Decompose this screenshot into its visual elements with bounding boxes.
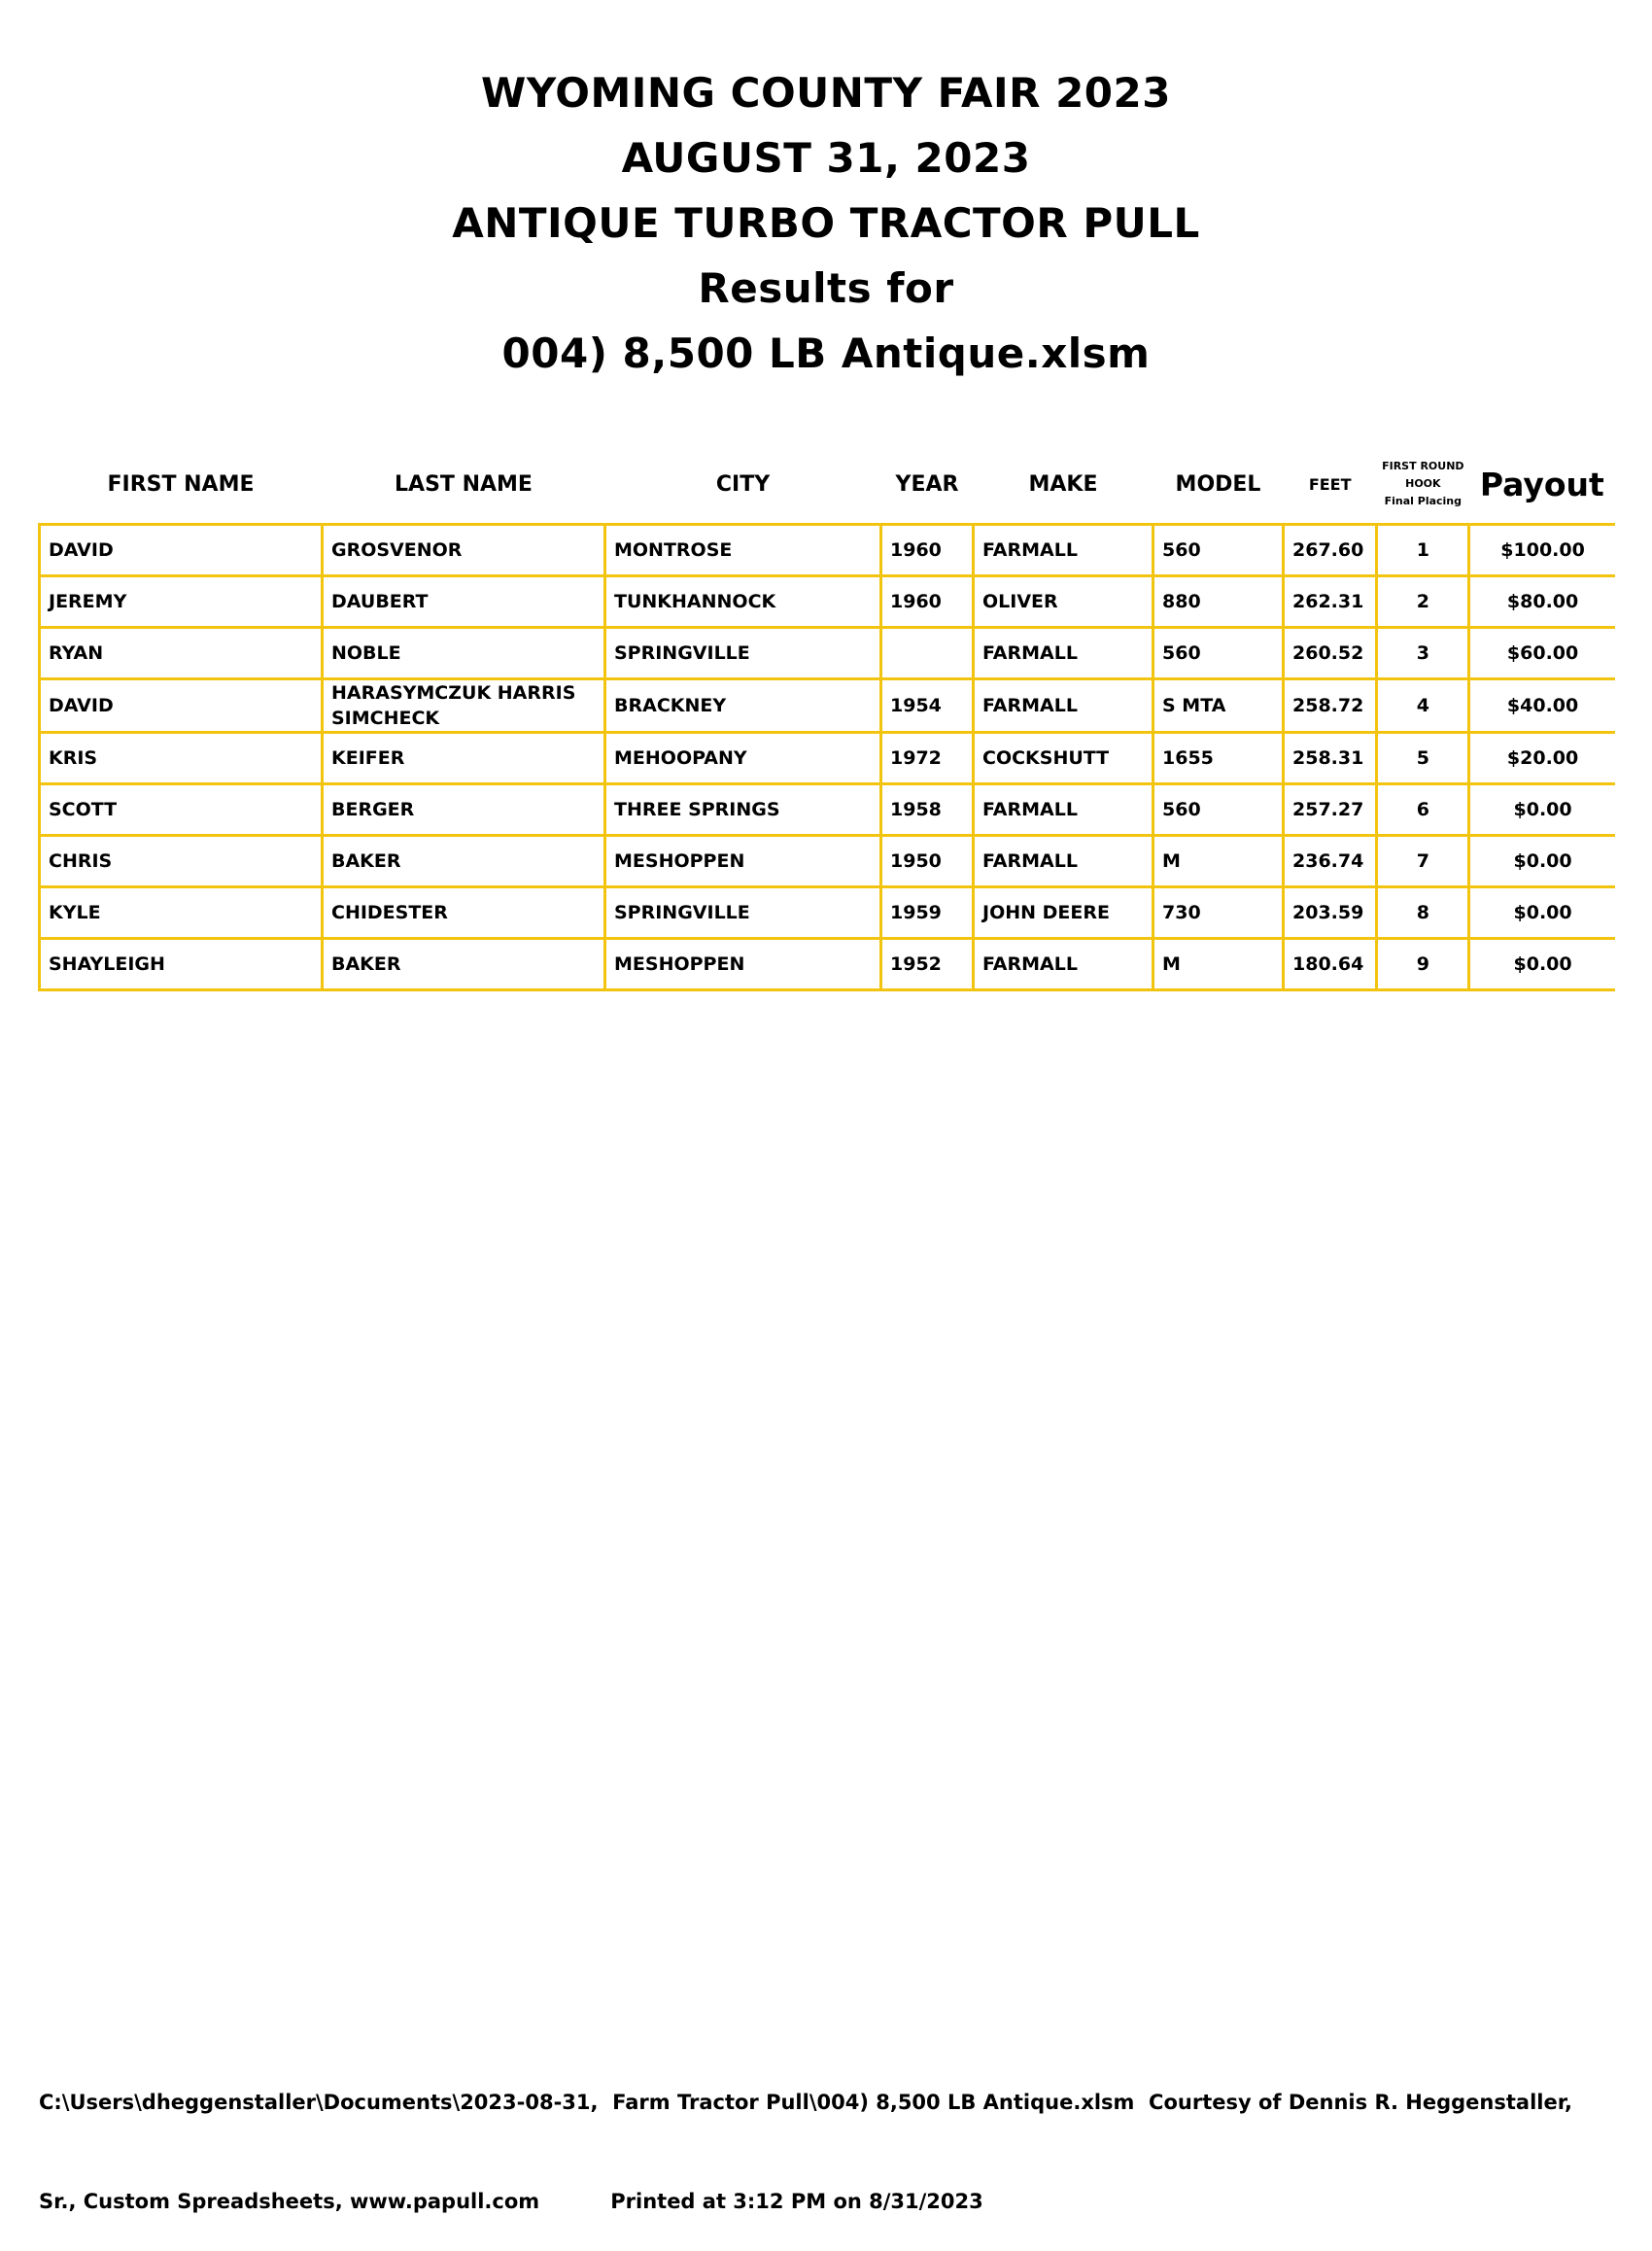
- cell-last-name: HARASYMCZUK HARRIS SIMCHECK: [323, 679, 605, 733]
- col-hook-placing: [1377, 445, 1469, 525]
- table-row: [40, 836, 1615, 887]
- cell-first-name: JEREMY: [40, 576, 323, 628]
- table-row: [40, 576, 1615, 628]
- cell-feet: 257.27: [1284, 784, 1377, 836]
- table-row: [40, 939, 1615, 990]
- col-first-name: FIRST NAME: [107, 471, 255, 497]
- cell-placing: 3: [1377, 628, 1469, 679]
- cell-model: 560: [1153, 784, 1284, 836]
- cell-feet: 260.52: [1284, 628, 1377, 679]
- cell-make: JOHN DEERE: [974, 887, 1153, 939]
- cell-year: 1954: [881, 679, 974, 733]
- cell-feet: 267.60: [1284, 525, 1377, 576]
- cell-placing: 5: [1377, 733, 1469, 784]
- cell-feet: 180.64: [1284, 939, 1377, 990]
- cell-placing: 7: [1377, 836, 1469, 887]
- cell-last-name: BAKER: [323, 939, 605, 990]
- cell-year: 1960: [881, 525, 974, 576]
- cell-make: FARMALL: [974, 836, 1153, 887]
- cell-model: 730: [1153, 887, 1284, 939]
- cell-payout: $100.00: [1469, 525, 1615, 576]
- cell-first-name: CHRIS: [40, 836, 323, 887]
- cell-year: 1972: [881, 733, 974, 784]
- cell-payout: $0.00: [1469, 784, 1615, 836]
- event-title: WYOMING COUNTY FAIR 2023: [481, 69, 1171, 117]
- cell-year: 1958: [881, 784, 974, 836]
- cell-feet: 258.72: [1284, 679, 1377, 733]
- col-year: YEAR: [895, 471, 959, 497]
- cell-last-name: BAKER: [323, 836, 605, 887]
- cell-city: MESHOPPEN: [605, 836, 881, 887]
- table-row: [40, 887, 1615, 939]
- cell-model: 560: [1153, 525, 1284, 576]
- cell-model: 1655: [1153, 733, 1284, 784]
- footer-line-2: Sr., Custom Spreadsheets, www.papull.com Printed at 3:12 PM on 8/31/2023: [39, 2190, 983, 2213]
- cell-city: THREE SPRINGS: [605, 784, 881, 836]
- col-hook-line2: HOOK: [1405, 477, 1441, 490]
- table-header-row: [40, 445, 1615, 525]
- cell-year: [881, 628, 974, 679]
- cell-city: MONTROSE: [605, 525, 881, 576]
- cell-make: FARMALL: [974, 679, 1153, 733]
- results-table: [38, 445, 1615, 991]
- cell-placing: 1: [1377, 525, 1469, 576]
- cell-city: BRACKNEY: [605, 679, 881, 733]
- results-for-label: Results for: [698, 264, 954, 312]
- table-row: [40, 733, 1615, 784]
- cell-city: TUNKHANNOCK: [605, 576, 881, 628]
- document-footer: [39, 2020, 1633, 2251]
- cell-first-name: SHAYLEIGH: [40, 939, 323, 990]
- cell-make: FARMALL: [974, 939, 1153, 990]
- cell-payout: $40.00: [1469, 679, 1615, 733]
- cell-last-name: DAUBERT: [323, 576, 605, 628]
- cell-payout: $0.00: [1469, 887, 1615, 939]
- cell-last-name: NOBLE: [323, 628, 605, 679]
- cell-year: 1952: [881, 939, 974, 990]
- cell-feet: 258.31: [1284, 733, 1377, 784]
- cell-payout: $60.00: [1469, 628, 1615, 679]
- cell-last-name: BERGER: [323, 784, 605, 836]
- cell-make: FARMALL: [974, 784, 1153, 836]
- cell-placing: 4: [1377, 679, 1469, 733]
- cell-make: FARMALL: [974, 525, 1153, 576]
- cell-first-name: DAVID: [40, 525, 323, 576]
- cell-payout: $0.00: [1469, 836, 1615, 887]
- col-city: CITY: [715, 471, 771, 497]
- cell-year: 1959: [881, 887, 974, 939]
- cell-first-name: DAVID: [40, 679, 323, 733]
- cell-first-name: KRIS: [40, 733, 323, 784]
- event-date: AUGUST 31, 2023: [621, 134, 1031, 182]
- table-row: [40, 525, 1615, 576]
- event-class-title: ANTIQUE TURBO TRACTOR PULL: [452, 199, 1200, 247]
- cell-city: SPRINGVILLE: [605, 628, 881, 679]
- cell-year: 1960: [881, 576, 974, 628]
- col-payout: Payout: [1479, 465, 1604, 503]
- cell-city: MESHOPPEN: [605, 939, 881, 990]
- cell-feet: 236.74: [1284, 836, 1377, 887]
- col-model: MODEL: [1175, 471, 1261, 497]
- cell-payout: $0.00: [1469, 939, 1615, 990]
- col-make: MAKE: [1028, 471, 1098, 497]
- cell-make: OLIVER: [974, 576, 1153, 628]
- cell-first-name: RYAN: [40, 628, 323, 679]
- cell-city: SPRINGVILLE: [605, 887, 881, 939]
- cell-make: COCKSHUTT: [974, 733, 1153, 784]
- cell-last-name: CHIDESTER: [323, 887, 605, 939]
- col-last-name: LAST NAME: [395, 471, 533, 497]
- cell-model: 560: [1153, 628, 1284, 679]
- cell-make: FARMALL: [974, 628, 1153, 679]
- document-header: [0, 60, 1652, 386]
- cell-last-name: KEIFER: [323, 733, 605, 784]
- col-hook-line3: Final Placing: [1384, 495, 1463, 507]
- cell-year: 1950: [881, 836, 974, 887]
- cell-payout: $20.00: [1469, 733, 1615, 784]
- cell-placing: 6: [1377, 784, 1469, 836]
- results-file-name: 004) 8,500 LB Antique.xlsm: [501, 329, 1151, 377]
- cell-feet: 203.59: [1284, 887, 1377, 939]
- cell-model: M: [1153, 836, 1284, 887]
- cell-model: 880: [1153, 576, 1284, 628]
- cell-model: S MTA: [1153, 679, 1284, 733]
- footer-line-1: C:\Users\dheggenstaller\Documents\2023-08-31, Farm Tractor Pull\004) 8,500 LB Antique.xlsm Courtesy of Dennis R. Heggenstaller,: [39, 2091, 1572, 2114]
- cell-model: M: [1153, 939, 1284, 990]
- cell-placing: 2: [1377, 576, 1469, 628]
- table-row: [40, 784, 1615, 836]
- table-row: [40, 679, 1615, 733]
- cell-placing: 9: [1377, 939, 1469, 990]
- table-row: [40, 628, 1615, 679]
- cell-feet: 262.31: [1284, 576, 1377, 628]
- cell-first-name: SCOTT: [40, 784, 323, 836]
- col-feet: FEET: [1308, 474, 1352, 494]
- results-rows: [40, 525, 1615, 990]
- cell-city: MEHOOPANY: [605, 733, 881, 784]
- col-hook-line1: FIRST ROUND: [1382, 460, 1464, 472]
- cell-last-name: GROSVENOR: [323, 525, 605, 576]
- cell-first-name: KYLE: [40, 887, 323, 939]
- cell-payout: $80.00: [1469, 576, 1615, 628]
- cell-placing: 8: [1377, 887, 1469, 939]
